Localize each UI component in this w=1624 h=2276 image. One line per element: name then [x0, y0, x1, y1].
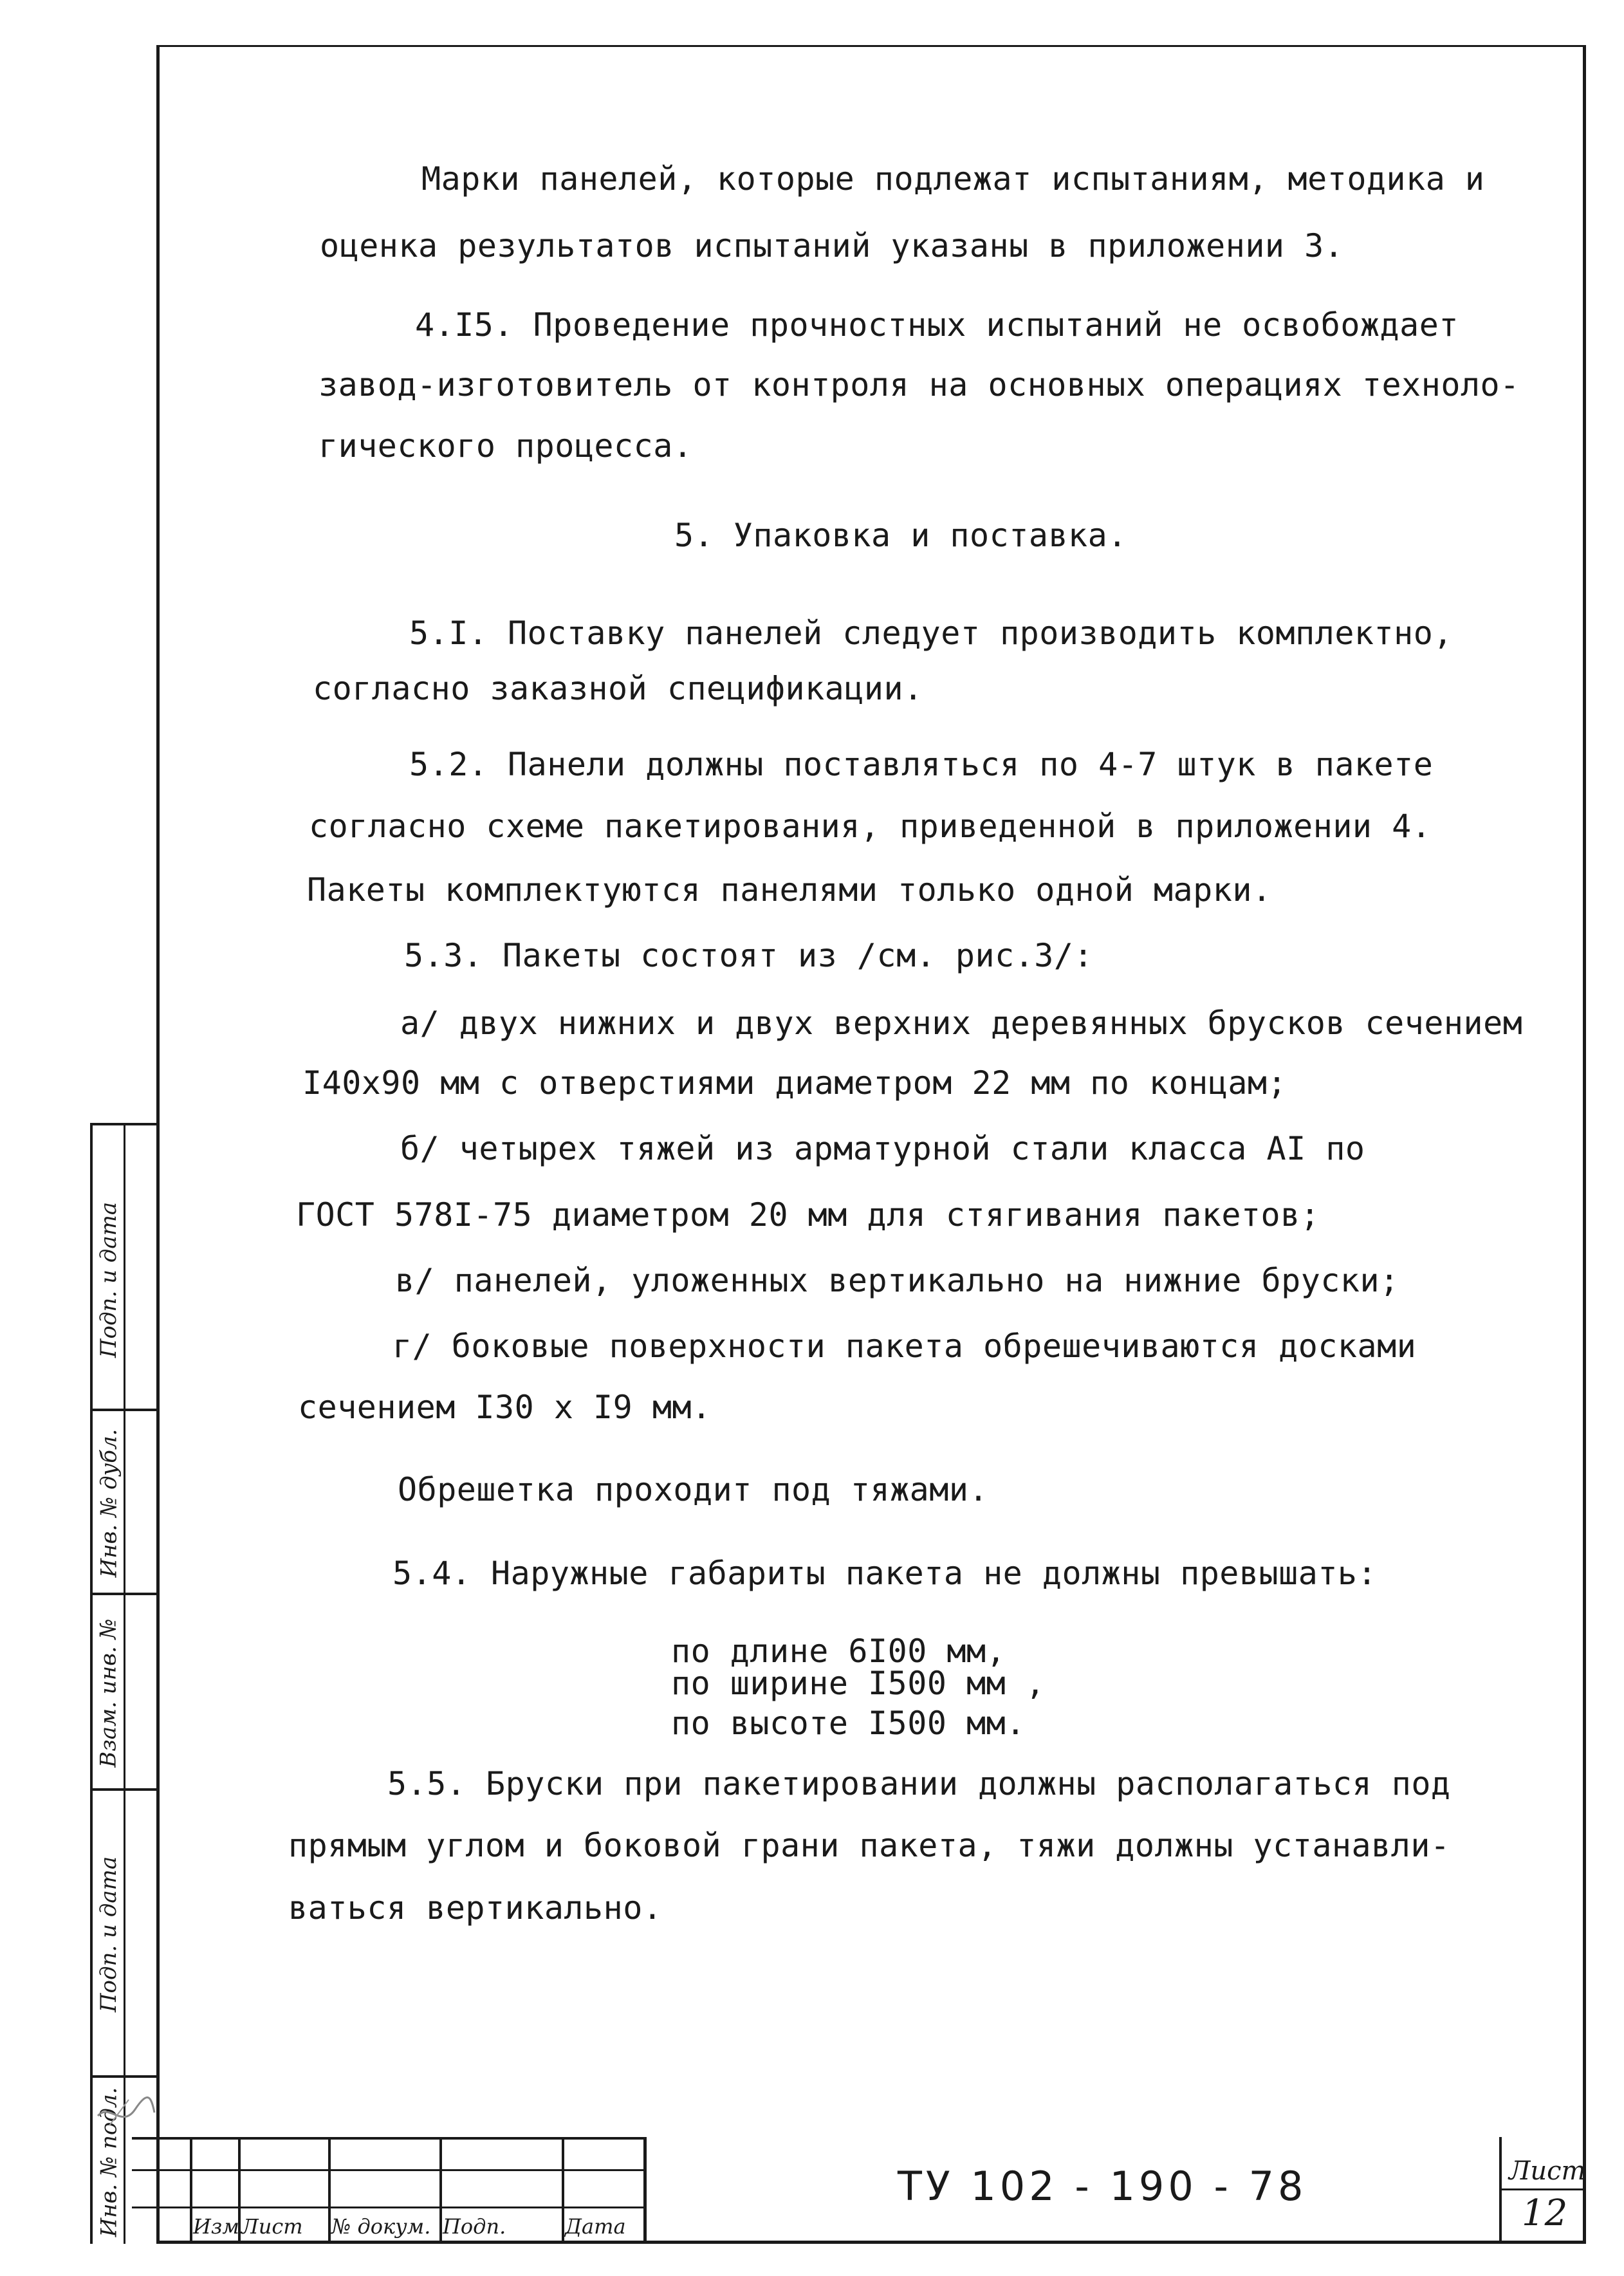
section-5-3g-line2: сечением I30 х I9 мм. — [298, 1389, 712, 1426]
col-list-label: Лист — [241, 2214, 303, 2239]
obreshetka-note: Обрешетка проходит под тяжами. — [398, 1471, 989, 1508]
section-5-2-line3: Пакеты комплектуются панелями только одной марки. — [307, 871, 1272, 909]
col-podp-label: Подп. — [443, 2214, 506, 2239]
para1-line2: оценка результатов испытаний указаны в приложении 3. — [320, 227, 1344, 264]
section-5-2-line2: согласно схеме пакетирования, приведенной в приложении 4. — [309, 808, 1432, 845]
title-block — [132, 2137, 1586, 2244]
col-docum-label: № докум. — [331, 2214, 431, 2239]
section-5-1-line1: 5.I. Поставку панелей следует производить комплектно, — [409, 615, 1453, 652]
section-4-15-line3: гического процесса. — [318, 427, 693, 465]
dimension-width: по ширине I500 мм , — [671, 1665, 1046, 1702]
section-5-5-line2: прямым углом и боковой грани пакета, тяжи должны устанавли- — [288, 1827, 1450, 1864]
section-5-3g-line1: г/ боковые поверхности пакета обрешечиваются досками — [392, 1328, 1417, 1365]
binding-label-podp-data-top: Подп. и дата — [96, 1201, 122, 1358]
para1-line1: Марки панелей, которые подлежат испытаниям, методика и — [421, 160, 1485, 198]
section-5-5-line1: 5.5. Бруски при пакетировании должны располагаться под — [387, 1765, 1451, 1802]
binding-strip — [90, 1123, 156, 2244]
section-5-3a-line2: I40x90 мм с отверстиями диаметром 22 мм по концам; — [302, 1064, 1287, 1102]
sheet-number: 12 — [1522, 2192, 1568, 2234]
section-4-15-line1: 4.I5. Проведение прочностных испытаний не освобождает — [415, 306, 1459, 344]
col-data-label: Дата — [565, 2214, 626, 2239]
sheet-label: Лист — [1509, 2156, 1586, 2186]
section-4-15-line2: завод-изготовитель от контроля на основных операциях техноло- — [318, 366, 1520, 403]
binding-label-inv-dubl: Инв. № дубл. — [96, 1429, 122, 1578]
section-5-5-line3: ваться вертикально. — [288, 1889, 663, 1927]
section-5-3b-line1: б/ четырех тяжей из арматурной стали класса AI по — [400, 1130, 1365, 1167]
section-5-3a-line1: а/ двух нижних и двух верхних деревянных брусков сечением — [400, 1004, 1523, 1042]
binding-label-inv-podl: Инв. № подл. — [96, 2087, 122, 2237]
section-5-4-line1: 5.4. Наружные габариты пакета не должны превышать: — [392, 1555, 1378, 1592]
document-code: ТУ 102 - 190 - 78 — [898, 2163, 1307, 2210]
binding-label-podp-data-bottom: Подп. и дата — [96, 1856, 122, 2013]
signature-scribble — [90, 2090, 161, 2135]
dimension-length: по длине 6I00 мм, — [671, 1633, 1006, 1670]
col-izm-label: Изм — [193, 2214, 239, 2239]
section-5-3v-line1: в/ панелей, уложенных вертикально на нижние бруски; — [395, 1262, 1399, 1299]
section-5-3-line1: 5.3. Пакеты состоят из /см. рис.3/: — [404, 937, 1094, 974]
section-5-heading: 5. Упаковка и поставка. — [674, 517, 1127, 554]
section-5-3b-line2: ГОСТ 578I-75 диаметром 20 мм для стягивания пакетов; — [296, 1196, 1320, 1234]
binding-label-vzam-inv: Взам. инв. № — [96, 1618, 122, 1768]
section-5-1-line2: согласно заказной спецификации. — [313, 670, 923, 707]
dimension-height: по высоте I500 мм. — [671, 1705, 1026, 1742]
section-5-2-line1: 5.2. Панели должны поставляться по 4-7 штук в пакете — [409, 746, 1434, 783]
